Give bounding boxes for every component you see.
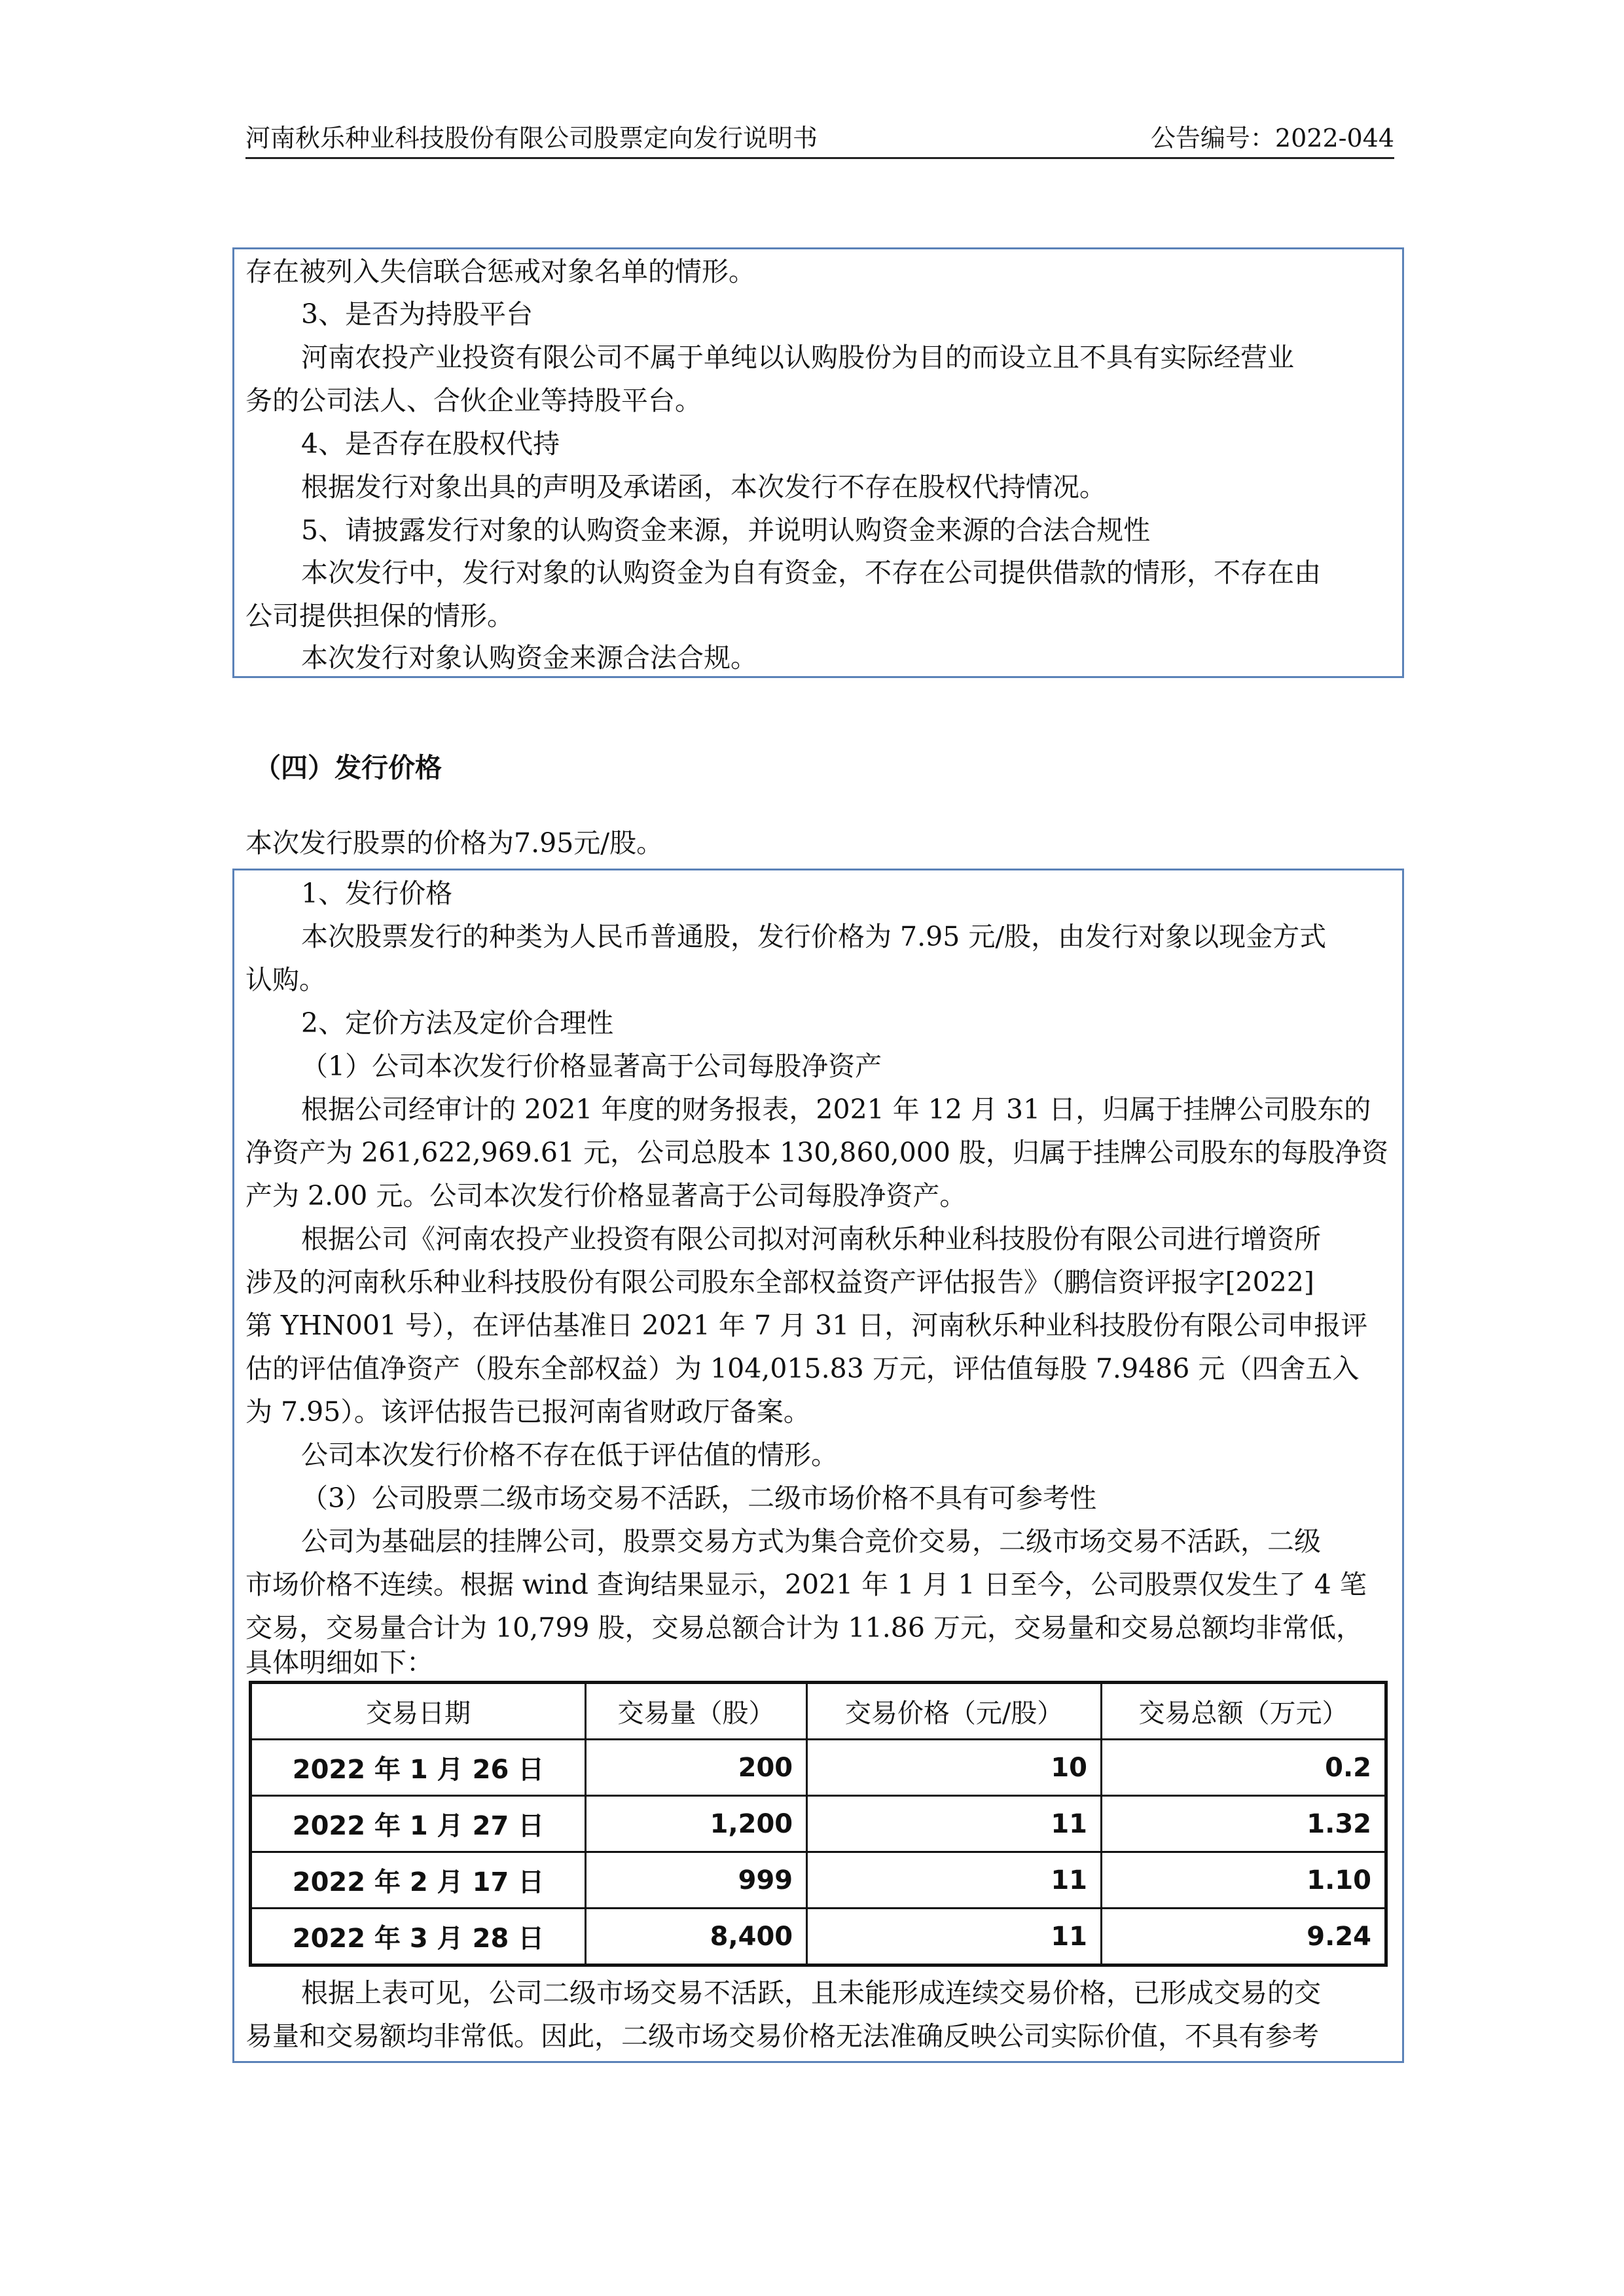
box1-line: 根据发行对象出具的声明及承诺函，本次发行不存在股权代持情况。 <box>301 471 1106 503</box>
box1-line: 公司提供担保的情形。 <box>245 600 514 632</box>
price-summary: 本次发行股票的价格为7.95元/股。 <box>245 827 664 859</box>
cell-amount: 0.2 <box>1102 1740 1386 1796</box>
table-header-row <box>251 1683 1386 1740</box>
section-title: （四）发行价格 <box>254 752 442 783</box>
box2-line: 根据公司《河南农投产业投资有限公司拟对河南秋乐种业科技股份有限公司进行增资所 <box>301 1223 1321 1255</box>
box2-line: 根据公司经审计的 2021 年度的财务报表，2021 年 12 月 31 日，归属于挂牌公司股东的 <box>301 1094 1371 1125</box>
cell-volume: 1,200 <box>585 1796 806 1852</box>
box2-line: 涉及的河南秋乐种业科技股份有限公司股东全部权益资产评估报告》（鹏信资评报字[2022] <box>245 1266 1314 1298</box>
box1-line: 务的公司法人、合伙企业等持股平台。 <box>245 385 702 416</box>
cell-amount: 9.24 <box>1102 1909 1386 1965</box>
box2-line: 交易，交易量合计为 10,799 股，交易总额合计为 11.86 万元，交易量和交易总额均非常低， <box>245 1612 1363 1643</box>
cell-price: 11 <box>807 1852 1102 1909</box>
box1-line: 3、是否为持股平台 <box>301 298 533 330</box>
box2-line: 估的评估值净资产（股东全部权益）为 104,015.83 万元，评估值每股 7.9486 元（四舍五入 <box>245 1353 1360 1384</box>
box2-line: 具体明细如下： <box>245 1647 433 1678</box>
box2-after-line: 根据上表可见，公司二级市场交易不活跃，且未能形成连续交易价格，已形成交易的交 <box>301 1977 1321 2009</box>
box2-line: 2、定价方法及定价合理性 <box>301 1007 614 1039</box>
table-row <box>251 1796 1386 1852</box>
cell-date: 2022 年 1 月 27 日 <box>251 1796 586 1852</box>
box1-line: 本次发行中，发行对象的认购资金为自有资金，不存在公司提供借款的情形，不存在由 <box>301 557 1321 588</box>
box1-line: 4、是否存在股权代持 <box>301 428 560 459</box>
cell-price: 11 <box>807 1909 1102 1965</box>
table-row <box>251 1852 1386 1909</box>
box1-line: 本次发行对象认购资金来源合法合规。 <box>301 642 757 673</box>
document-title: 河南秋乐种业科技股份有限公司股票定向发行说明书 <box>245 124 818 152</box>
cell-date: 2022 年 1 月 26 日 <box>251 1740 586 1796</box>
cell-date: 2022 年 2 月 17 日 <box>251 1852 586 1909</box>
box2-line: 1、发行价格 <box>301 878 453 909</box>
cell-price: 10 <box>807 1740 1102 1796</box>
box2-line: 本次股票发行的种类为人民币普通股，发行价格为 7.95 元/股，由发行对象以现金方式 <box>301 921 1327 952</box>
col-header-price: 交易价格（元/股） <box>807 1683 1102 1740</box>
cell-amount: 1.32 <box>1102 1796 1386 1852</box>
box2-line: 认购。 <box>245 964 326 996</box>
col-header-amount: 交易总额（万元） <box>1102 1683 1386 1740</box>
box2-line: 市场价格不连续。根据 wind 查询结果显示，2021 年 1 月 1 日至今，公司股票仅发生了 4 笔 <box>245 1569 1367 1600</box>
table-row <box>251 1909 1386 1965</box>
box2-line: 产为 2.00 元。公司本次发行价格显著高于公司每股净资产。 <box>245 1180 967 1211</box>
cell-volume: 200 <box>585 1740 806 1796</box>
trade-table <box>249 1681 1388 1967</box>
table-row <box>251 1740 1386 1796</box>
box2-line: 第 YHN001 号），在评估基准日 2021 年 7 月 31 日，河南秋乐种业科技股份有限公司申报评 <box>245 1310 1368 1341</box>
box2-line: 公司本次发行价格不存在低于评估值的情形。 <box>301 1439 838 1471</box>
box2-line: 净资产为 261,622,969.61 元，公司总股本 130,860,000 股，归属于挂牌公司股东的每股净资 <box>245 1137 1389 1168</box>
box2-line: 公司为基础层的挂牌公司，股票交易方式为集合竞价交易，二级市场交易不活跃，二级 <box>301 1526 1321 1557</box>
box2-line: （1）公司本次发行价格显著高于公司每股净资产 <box>301 1050 882 1082</box>
col-header-volume: 交易量（股） <box>585 1683 806 1740</box>
cell-price: 11 <box>807 1796 1102 1852</box>
box1-line: 5、请披露发行对象的认购资金来源，并说明认购资金来源的合法合规性 <box>301 514 1151 546</box>
cell-amount: 1.10 <box>1102 1852 1386 1909</box>
cell-date: 2022 年 3 月 28 日 <box>251 1909 586 1965</box>
cell-volume: 8,400 <box>585 1909 806 1965</box>
box2-line: （3）公司股票二级市场交易不活跃，二级市场价格不具有可参考性 <box>301 1482 1097 1514</box>
col-header-date: 交易日期 <box>251 1683 586 1740</box>
box2-after-line: 易量和交易额均非常低。因此，二级市场交易价格无法准确反映公司实际价值，不具有参考 <box>245 2020 1319 2052</box>
page-header <box>245 118 1394 159</box>
cell-volume: 999 <box>585 1852 806 1909</box>
box1-line: 存在被列入失信联合惩戒对象名单的情形。 <box>245 256 755 287</box>
box1-line: 河南农投产业投资有限公司不属于单纯以认购股份为目的而设立且不具有实际经营业 <box>301 342 1294 373</box>
announcement-number: 公告编号：2022-044 <box>1150 124 1394 152</box>
box2-line: 为 7.95）。该评估报告已报河南省财政厅备案。 <box>245 1396 810 1427</box>
